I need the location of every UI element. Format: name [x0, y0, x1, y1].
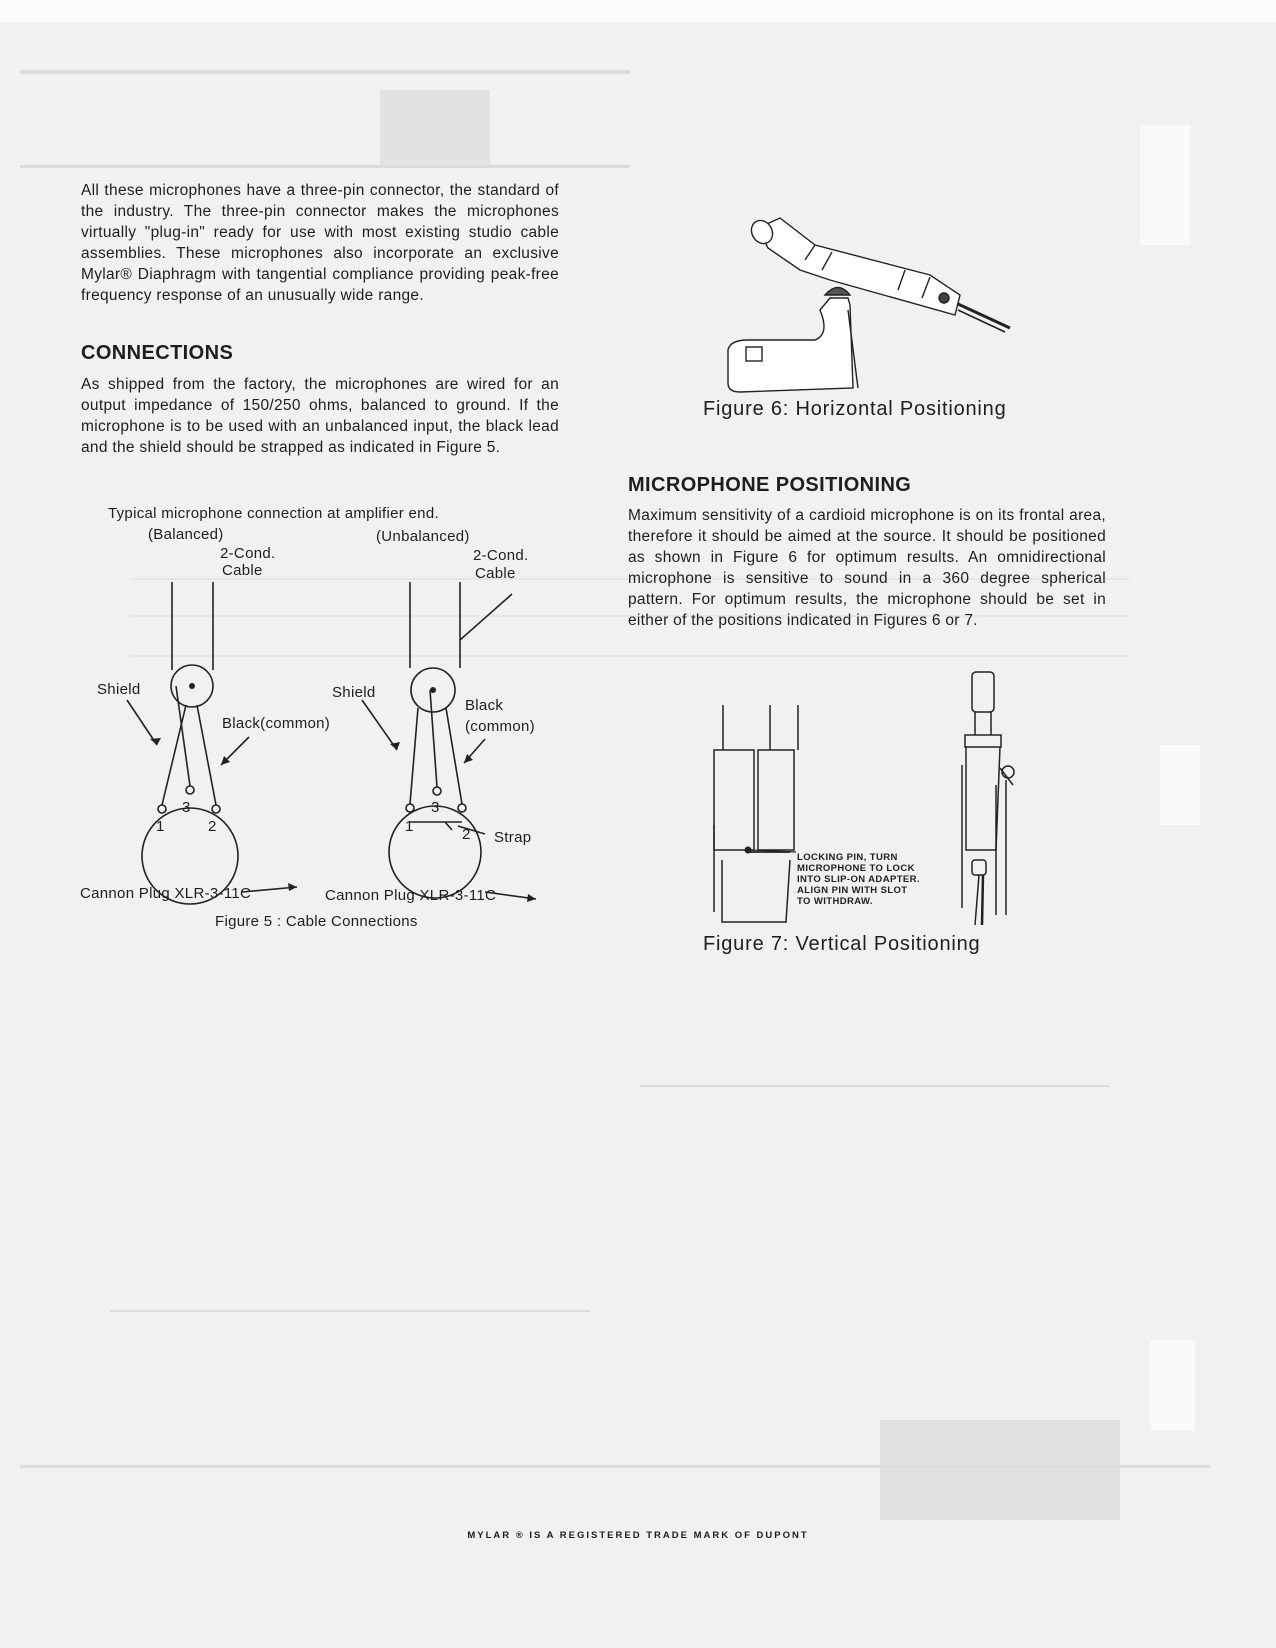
unbalanced-label: (Unbalanced) [376, 528, 470, 545]
connections-heading: CONNECTIONS [81, 342, 234, 364]
cable-label-unbalanced-1: 2-Cond. [473, 547, 529, 564]
common-label: (common) [465, 718, 535, 735]
locking-pin-note-line-4: ALIGN PIN WITH SLOT [797, 885, 908, 896]
pin-1-label-unbalanced: 1 [405, 818, 414, 835]
positioning-paragraph: Maximum sensitivity of a cardioid microphone is on its frontal area, therefore it should be aimed at the source. It should be positioned as shown in Figure 6 for optimum results. An omnidirectional microphone is sensitive to sound in a 360 degree spherical pattern. For optimum results, the microphone should be set in either of the positions indicated in Figures 6 or 7. [628, 507, 1106, 629]
plug-label-unbalanced: Cannon Plug XLR-3-11C [325, 887, 497, 904]
intro-paragraph: All these microphones have a three-pin connector, the standard of the industry. The three-pin connector makes the microphones virtually "plug-in" ready for use with most existing studio cable assemblies. These microphones also incorporate an exclusive Mylar® Diaphragm with tangential compliance providing peak-free frequency response of an unusually wide range. [81, 182, 559, 304]
balanced-label: (Balanced) [148, 526, 224, 543]
pin-2-label-unbalanced: 2 [462, 826, 471, 843]
locking-pin-note-line-3: INTO SLIP-ON ADAPTER. [797, 874, 920, 885]
pin-3-label-unbalanced: 3 [431, 799, 440, 816]
cable-label-unbalanced-2: Cable [475, 565, 516, 582]
figure-5-title: Typical microphone connection at amplifier end. [108, 505, 439, 522]
horizontal-microphone-illustration [700, 200, 1040, 400]
positioning-heading: MICROPHONE POSITIONING [628, 474, 912, 496]
locking-pin-note-line-2: MICROPHONE TO LOCK [797, 863, 915, 874]
black-common-label: Black(common) [222, 715, 331, 732]
pin-1-label-balanced: 1 [156, 818, 165, 835]
pin-2-label-balanced: 2 [208, 818, 217, 835]
figure-6-caption: Figure 6: Horizontal Positioning [703, 398, 1007, 420]
locking-pin-note-line-5: TO WITHDRAW. [797, 896, 873, 907]
connections-paragraph: As shipped from the factory, the microphones are wired for an output impedance of 150/250 ohms, balanced to ground. If the microphone is to be used with an unbalanced input, the black lead and the shield should be strapped as indicated in Figure 5. [81, 376, 559, 456]
strap-label: Strap [494, 829, 532, 846]
plug-label-balanced: Cannon Plug XLR-3-11C [80, 885, 252, 902]
black-label: Black [465, 697, 504, 714]
figure-5-wiring-drawing [0, 0, 640, 960]
pin-3-label-balanced: 3 [182, 799, 191, 816]
figure-5-caption: Figure 5 : Cable Connections [215, 913, 418, 930]
trademark-footer: MYLAR ® IS A REGISTERED TRADE MARK OF DUPONT [467, 1530, 809, 1541]
locking-pin-note-line-1: LOCKING PIN, TURN [797, 852, 898, 863]
shield-label-unbalanced: Shield [332, 684, 376, 701]
figure-7-caption: Figure 7: Vertical Positioning [703, 933, 981, 955]
cable-label-balanced-1: 2-Cond. [220, 545, 276, 562]
shield-label-balanced: Shield [97, 681, 141, 698]
cable-label-balanced-2: Cable [222, 562, 263, 579]
